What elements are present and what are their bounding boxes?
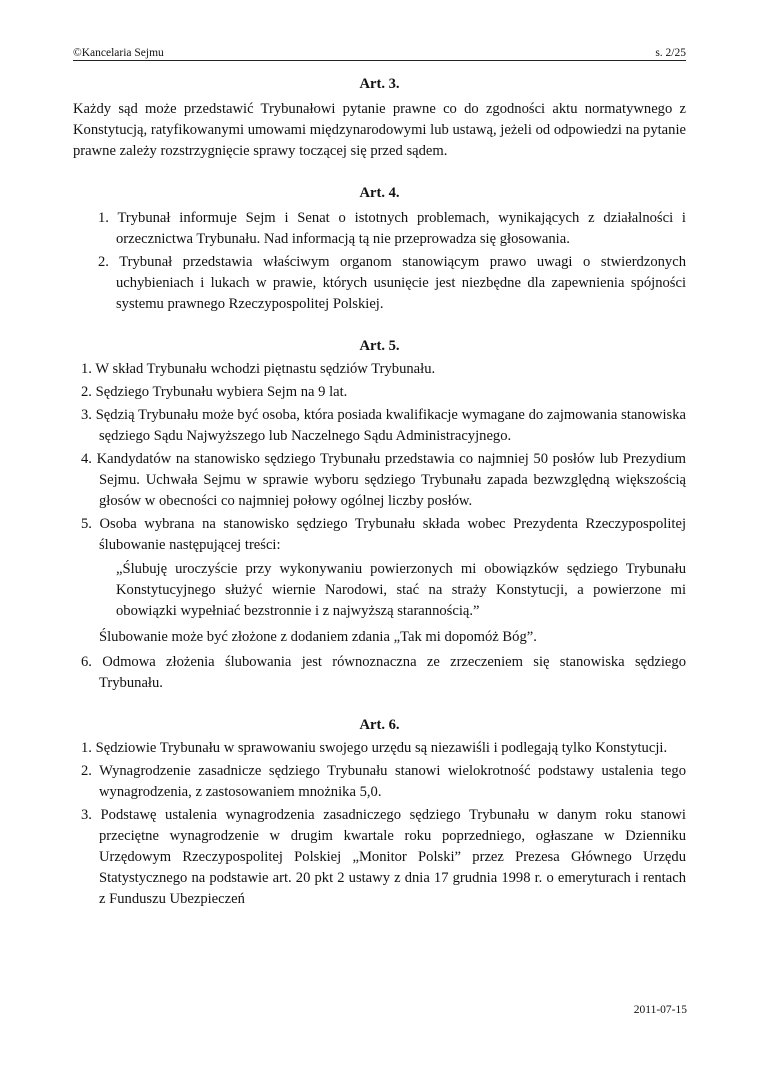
art-5-oath: „Ślubuję uroczyście przy wykonywaniu powierzonych mi obowiązków sędziego Trybunału Konstytucyjnego służyć wiernie Narodowi, stać na straży Konstytucji, a powierzone mi obowiązki wypełniać bezstronnie i z najwyższą starannością.”: [116, 561, 686, 619]
art-5-item-5: 5. Osoba wybrana na stanowisko sędziego Trybunału składa wobec Prezydenta Rzeczypospolitej ślubowanie następującej treści:: [81, 516, 686, 553]
art-6-item-3: 3. Podstawę ustalenia wynagrodzenia zasadniczego sędziego Trybunału w danym roku stanowi przeciętne wynagrodzenie w drugim kwartale roku poprzedniego, ogłaszane w Dzienniku Urzędowym Rzeczypospolitej Polskiej „Monitor Polski” przez Prezesa Głównego Urzędu Statystycznego na podstawie art. 20 pkt 2 ustawy z dnia 17 grudnia 1998 r. o emeryturach i rentach z Funduszu Ubezpieczeń: [81, 807, 686, 907]
page-footer-date: 2011-07-15: [633, 1004, 687, 1016]
art-5-title: Art. 5.: [359, 338, 400, 354]
art-5-oath-note: Ślubowanie może być złożone z dodaniem zdania „Tak mi dopomóż Bóg”.: [99, 629, 537, 645]
art-4-item-1: 1. Trybunał informuje Sejm i Senat o istotnych problemach, wynikających z działalności i orzecznictwa Trybunału. Nad informacją tą nie przeprowadza się głosowania.: [98, 210, 686, 247]
art-3-text: Każdy sąd może przedstawić Trybunałowi pytanie prawne co do zgodności aktu normatywnego z Konstytucją, ratyfikowanymi umowami międzynarodowymi lub ustawą, jeżeli od odpowiedzi na pytanie prawne zależy rozstrzygnięcie sprawy toczącej się przed sądem.: [73, 101, 686, 159]
header-page-number: s. 2/25: [655, 47, 686, 59]
art-6-title: Art. 6.: [359, 717, 400, 733]
art-5-item-6: 6. Odmowa złożenia ślubowania jest równoznaczna ze zrzeczeniem się stanowiska sędziego Trybunału.: [81, 654, 686, 691]
art-4-title: Art. 4.: [359, 185, 400, 201]
art-3-title: Art. 3.: [359, 76, 400, 92]
art-6-item-2: 2. Wynagrodzenie zasadnicze sędziego Trybunału stanowi wielokrotność podstawy ustalenia tego wynagrodzenia, z zastosowaniem mnożnika 5,0.: [81, 763, 686, 800]
header-source: ©Kancelaria Sejmu: [73, 47, 164, 59]
art-6-item-1: 1. Sędziowie Trybunału w sprawowaniu swojego urzędu są niezawiśli i podlegają tylko Konstytucji.: [81, 740, 668, 756]
art-5-item-2: 2. Sędziego Trybunału wybiera Sejm na 9 lat.: [81, 384, 348, 400]
art-5-item-1: 1. W skład Trybunału wchodzi piętnastu sędziów Trybunału.: [81, 361, 436, 377]
document-body: [73, 74, 686, 910]
art-5-item-4: 4. Kandydatów na stanowisko sędziego Trybunału przedstawia co najmniej 50 posłów lub Prezydium Sejmu. Uchwała Sejmu w sprawie wyboru sędziego Trybunału zapada bezwzględną większością głosów w obecności co najmniej połowy ogólnej liczby posłów.: [81, 451, 686, 509]
art-5-item-3: 3. Sędzią Trybunału może być osoba, która posiada kwalifikacje wymagane do zajmowania stanowiska sędziego Sądu Najwyższego lub Naczelnego Sądu Administracyjnego.: [81, 407, 686, 444]
page-header: [73, 46, 686, 61]
art-4-item-2: 2. Trybunał przedstawia właściwym organom stanowiącym prawo uwagi o stwierdzonych uchybieniach i lukach w prawie, których usunięcie jest niezbędne dla zapewnienia spójności systemu prawnego Rzeczypospolitej Polskiej.: [98, 254, 686, 312]
